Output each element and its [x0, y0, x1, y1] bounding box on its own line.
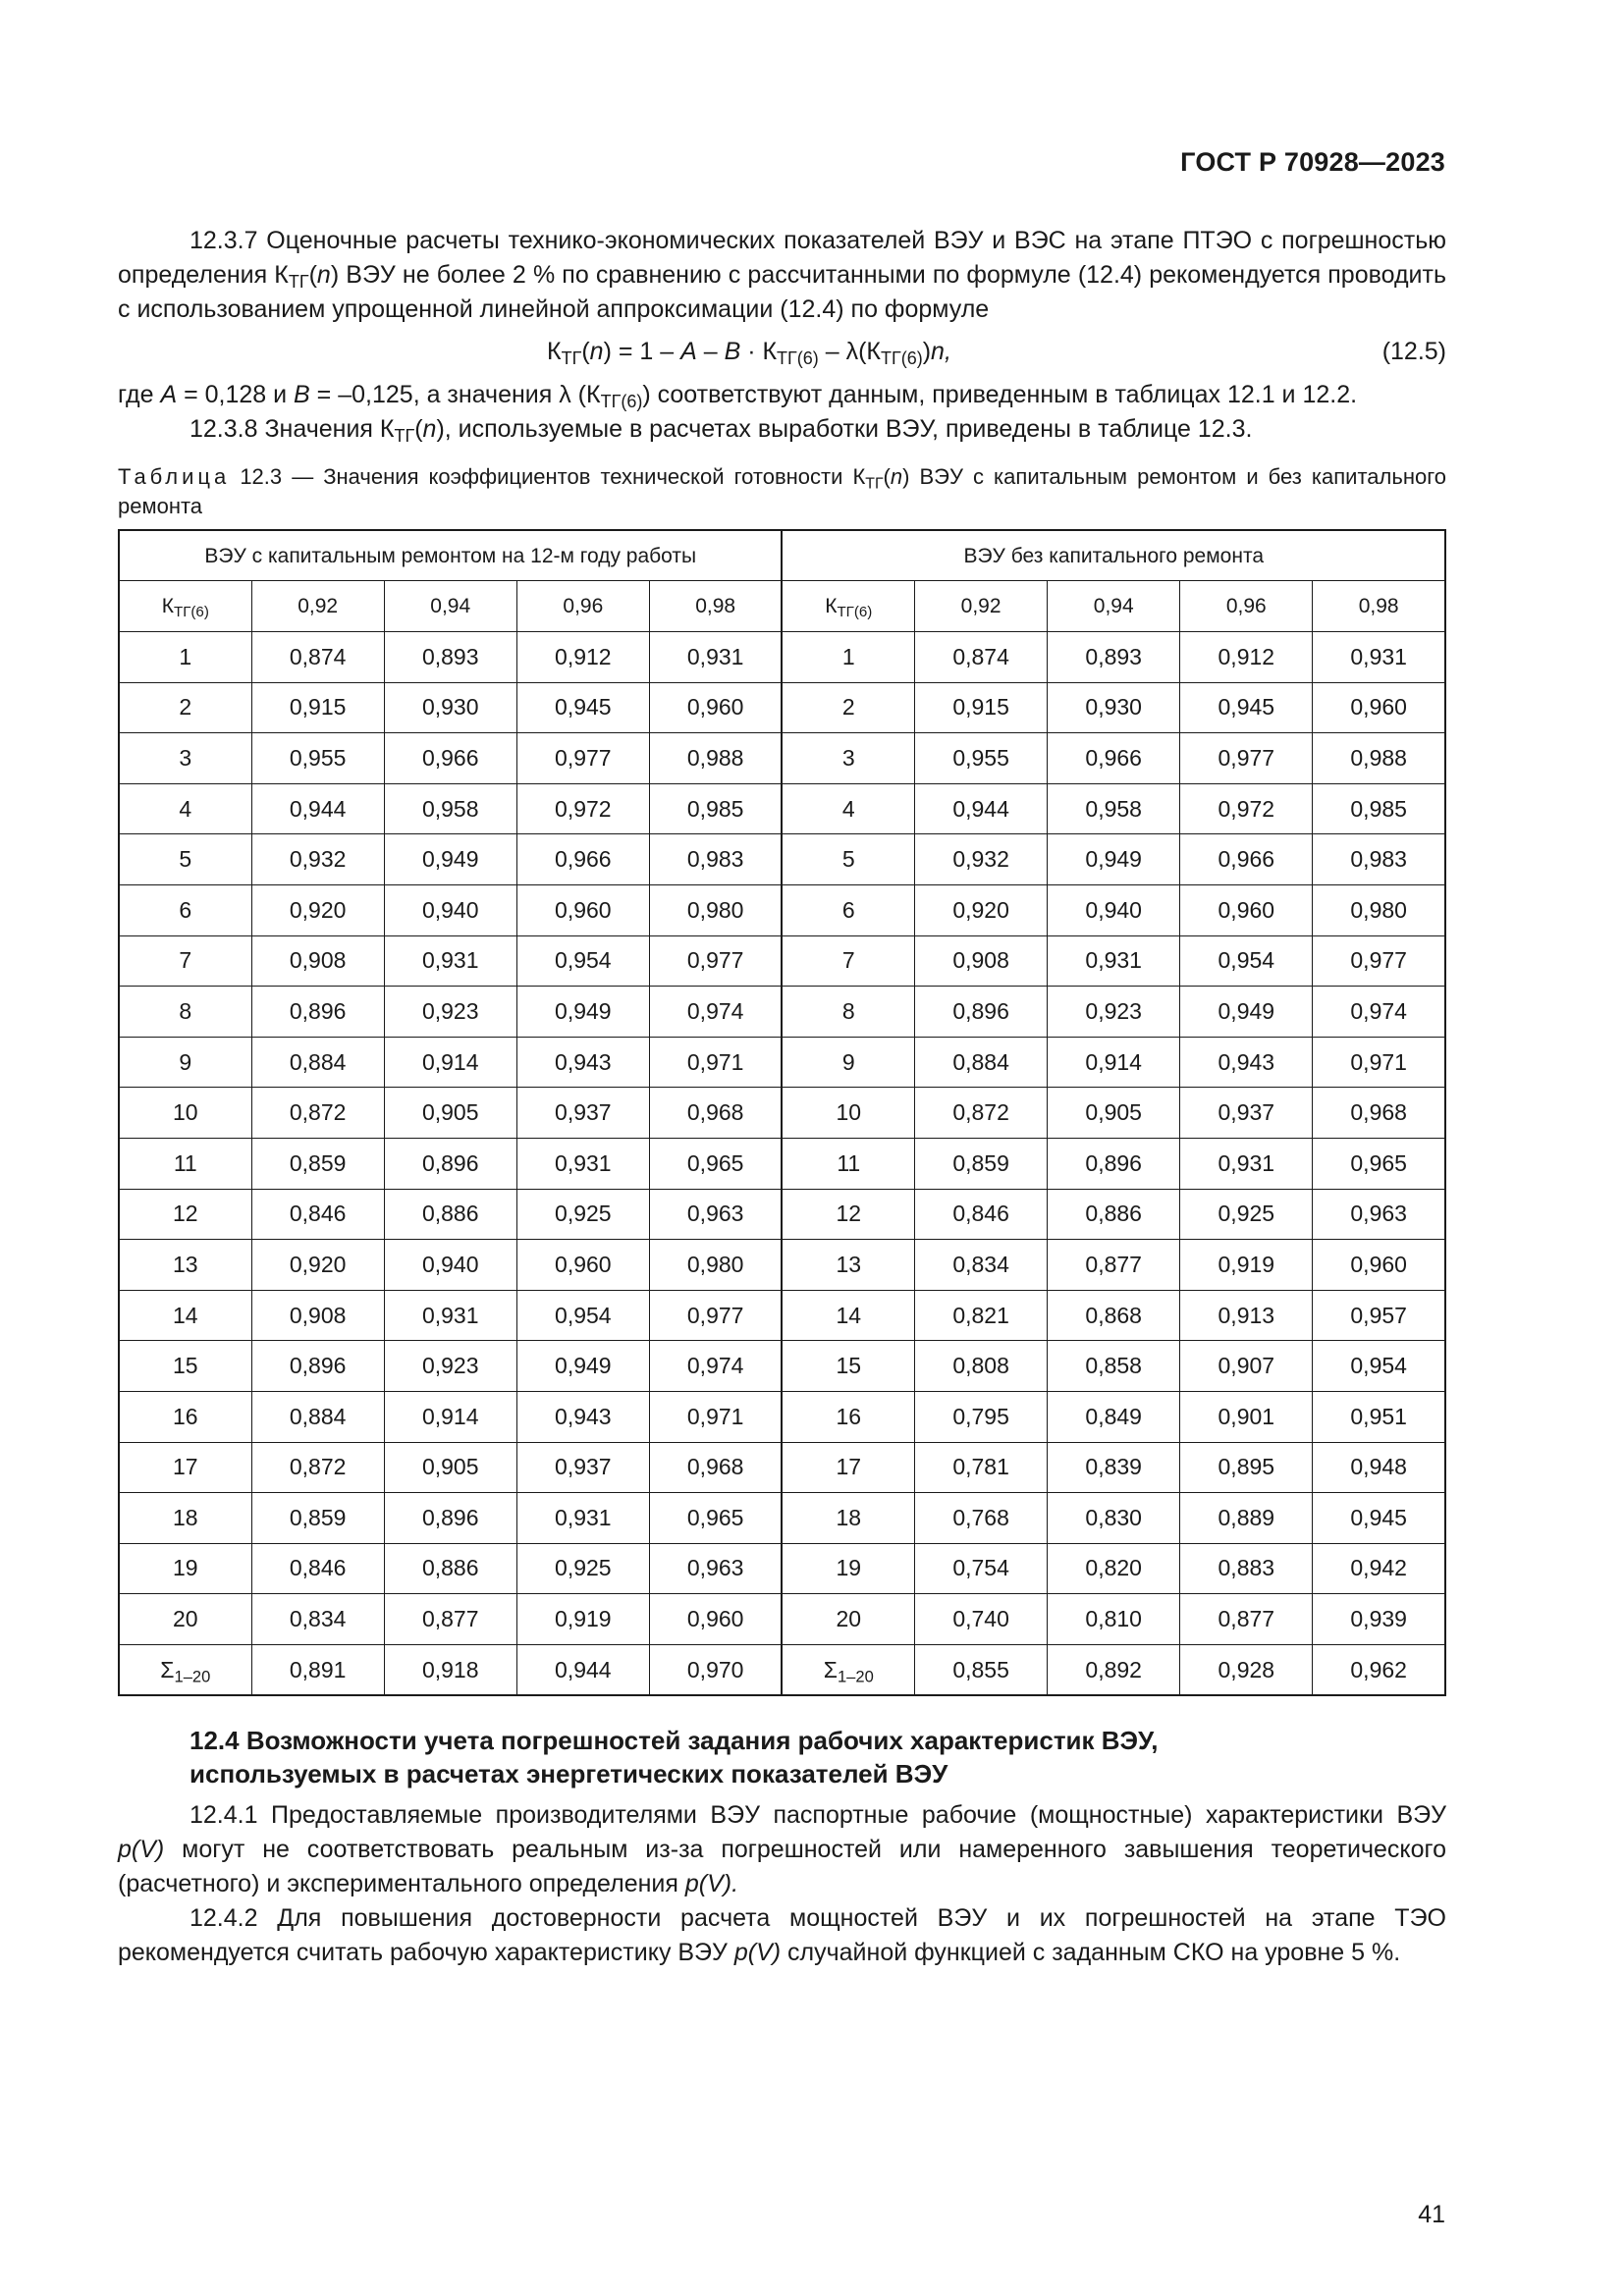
year-cell: 6	[782, 884, 914, 935]
column-header-value: 0,96	[516, 581, 649, 632]
table-cell: 0,985	[649, 783, 782, 834]
page-number: 41	[1418, 2201, 1445, 2228]
table-cell: 0,939	[1313, 1594, 1445, 1645]
table-cell: 0,908	[251, 1290, 384, 1341]
table-cell: 0,920	[915, 884, 1048, 935]
year-cell: 2	[782, 682, 914, 733]
table-cell: 0,971	[649, 1037, 782, 1088]
table-cell: 0,966	[384, 733, 516, 784]
table-cell: 0,923	[384, 987, 516, 1038]
table-group-header	[119, 530, 1445, 581]
table-cell: 0,951	[1313, 1391, 1445, 1442]
table-cell: 0,960	[1313, 1240, 1445, 1291]
table-row	[119, 682, 1445, 733]
column-header-k: $К_{ТГ(6)}$	[782, 581, 914, 632]
column-header-value: 0,96	[1180, 581, 1313, 632]
table-cell: 0,932	[915, 834, 1048, 885]
year-cell: 13	[119, 1240, 251, 1291]
table-cell: 0,968	[649, 1442, 782, 1493]
column-header-value: 0,94	[384, 581, 516, 632]
table-cell: 0,781	[915, 1442, 1048, 1493]
table-cell: 0,949	[1048, 834, 1180, 885]
table-cell: 0,896	[384, 1493, 516, 1544]
formula-expression: $К_{ТГ}(n) = 1 - A - B \cdot К_{ТГ(6)} - \lambda(К_{ТГ(6)})n$,	[547, 338, 951, 369]
table-cell: 0,954	[516, 935, 649, 987]
table-row	[119, 1037, 1445, 1088]
year-cell: 12	[782, 1189, 914, 1240]
table-cell: 0,974	[649, 1341, 782, 1392]
table-cell: 0,859	[915, 1138, 1048, 1189]
table-row	[119, 834, 1445, 885]
table-cell: 0,930	[1048, 682, 1180, 733]
year-cell: 15	[119, 1341, 251, 1392]
table-row	[119, 733, 1445, 784]
table-row	[119, 1594, 1445, 1645]
table-cell: 0,913	[1180, 1290, 1313, 1341]
table-cell: 0,874	[915, 632, 1048, 683]
table-cell: 0,972	[516, 783, 649, 834]
year-cell: 1	[782, 632, 914, 683]
table-cell: 0,957	[1313, 1290, 1445, 1341]
table-cell: 0,810	[1048, 1594, 1180, 1645]
table-cell: 0,943	[516, 1391, 649, 1442]
table-cell: 0,988	[1313, 733, 1445, 784]
table-cell: 0,988	[649, 733, 782, 784]
table-cell: 0,919	[1180, 1240, 1313, 1291]
table-row	[119, 1290, 1445, 1341]
table-cell: 0,945	[516, 682, 649, 733]
paragraph-12-3-8: 12.3.8 Значения $К_{ТГ}(n)$, используемые в расчетах выработки ВЭУ, приведены в таблице 12.3.	[189, 415, 1253, 447]
table-cell: 0,912	[516, 632, 649, 683]
year-cell: 3	[119, 733, 251, 784]
table-cell: 0,931	[1048, 935, 1180, 987]
year-cell: 5	[782, 834, 914, 885]
table-row	[119, 1341, 1445, 1392]
table-cell: 0,901	[1180, 1391, 1313, 1442]
table-cell: 0,949	[516, 1341, 649, 1392]
table-cell: 0,954	[516, 1290, 649, 1341]
year-cell: 10	[119, 1088, 251, 1139]
table-cell: 0,977	[1180, 733, 1313, 784]
table-cell: 0,968	[1313, 1088, 1445, 1139]
table-cell: 0,965	[649, 1138, 782, 1189]
year-cell: 4	[119, 783, 251, 834]
table-cell: 0,977	[649, 935, 782, 987]
year-cell: 9	[119, 1037, 251, 1088]
table-column-header	[119, 581, 1445, 632]
year-cell: 4	[782, 783, 914, 834]
year-cell: 1	[119, 632, 251, 683]
table-cell: 0,945	[1313, 1493, 1445, 1544]
table-cell: 0,972	[1180, 783, 1313, 834]
table-cell: 0,940	[384, 884, 516, 935]
table-cell: 0,971	[1313, 1037, 1445, 1088]
table-cell: 0,896	[384, 1138, 516, 1189]
table-cell: 0,971	[649, 1391, 782, 1442]
table-row	[119, 1493, 1445, 1544]
table-sum-row	[119, 1644, 1445, 1695]
paragraph-12-3-7: 12.3.7 Оценочные расчеты технико-экономических показателей ВЭУ и ВЭС на этапе ПТЭО с погрешностью определения $К_{ТГ}(n)$ ВЭУ не более 2 % по сравнению с рассчитанными по формуле (12.4) рекомендуется проводить с использованием упрощенной линейной аппроксимации (12.4) по формуле	[118, 227, 1446, 323]
table-cell: 0,955	[251, 733, 384, 784]
table-cell: 0,931	[649, 632, 782, 683]
year-cell: 8	[119, 987, 251, 1038]
table-row	[119, 1189, 1445, 1240]
table-cell: 0,868	[1048, 1290, 1180, 1341]
paragraph-where: где A = 0,128 и B = –0,125, а значения λ $(К_{ТГ(6)})$ соответствуют данным, приведенным в таблицах 12.1 и 12.2.	[118, 381, 1358, 412]
table-cell: 0,937	[516, 1442, 649, 1493]
table-cell: 0,958	[384, 783, 516, 834]
table-cell: 0,937	[1180, 1088, 1313, 1139]
table-cell: 0,872	[915, 1088, 1048, 1139]
year-cell: 9	[782, 1037, 914, 1088]
table-cell: 0,949	[1180, 987, 1313, 1038]
year-cell: 3	[782, 733, 914, 784]
table-cell: 0,965	[649, 1493, 782, 1544]
year-cell: 11	[119, 1138, 251, 1189]
table-row	[119, 935, 1445, 987]
year-cell: 8	[782, 987, 914, 1038]
table-cell: 0,925	[1180, 1189, 1313, 1240]
table-cell: 0,846	[915, 1189, 1048, 1240]
table-cell: 0,920	[251, 1240, 384, 1291]
year-cell: 15	[782, 1341, 914, 1392]
table-cell: 0,944	[251, 783, 384, 834]
table-cell: 0,905	[384, 1088, 516, 1139]
year-cell: 13	[782, 1240, 914, 1291]
table-cell: 0,849	[1048, 1391, 1180, 1442]
table-cell: 0,940	[1048, 884, 1180, 935]
year-cell: 14	[782, 1290, 914, 1341]
table-cell: 0,977	[516, 733, 649, 784]
table-cell: 0,958	[1048, 783, 1180, 834]
table-cell: 0,740	[915, 1594, 1048, 1645]
table-cell: 0,914	[1048, 1037, 1180, 1088]
table-cell: 0,931	[384, 935, 516, 987]
year-cell: 20	[782, 1594, 914, 1645]
table-cell: 0,948	[1313, 1442, 1445, 1493]
table-cell: 0,943	[1180, 1037, 1313, 1088]
table-row	[119, 1240, 1445, 1291]
table-cell: 0,912	[1180, 632, 1313, 683]
table-cell: 0,905	[384, 1442, 516, 1493]
year-cell: 2	[119, 682, 251, 733]
table-cell: 0,884	[915, 1037, 1048, 1088]
table-cell: 0,944	[516, 1644, 649, 1695]
year-cell: 7	[782, 935, 914, 987]
table-cell: 0,877	[1048, 1240, 1180, 1291]
table-cell: 0,925	[516, 1189, 649, 1240]
table-caption: Таблица 12.3 — Значения коэффициентов технической готовности $К_{ТГ}(n)$ ВЭУ с капитальным ремонтом и без капитального ремонта	[118, 464, 1446, 518]
table-cell: 0,874	[251, 632, 384, 683]
table-cell: 0,980	[649, 1240, 782, 1291]
table-cell: 0,859	[251, 1138, 384, 1189]
table-cell: 0,855	[915, 1644, 1048, 1695]
table-cell: 0,954	[1180, 935, 1313, 987]
table-row	[119, 884, 1445, 935]
table-cell: 0,846	[251, 1543, 384, 1594]
table-cell: 0,892	[1048, 1644, 1180, 1695]
table-cell: 0,914	[384, 1037, 516, 1088]
formula-12-5	[118, 333, 1446, 372]
table-cell: 0,754	[915, 1543, 1048, 1594]
table-cell: 0,983	[649, 834, 782, 885]
group-with-repair: ВЭУ с капитальным ремонтом на 12-м году работы	[119, 530, 782, 581]
table-cell: 0,908	[251, 935, 384, 987]
table-row	[119, 1442, 1445, 1493]
table-cell: 0,980	[1313, 884, 1445, 935]
table-cell: 0,937	[516, 1088, 649, 1139]
table-cell: 0,977	[1313, 935, 1445, 987]
table-cell: 0,905	[1048, 1088, 1180, 1139]
table-cell: 0,830	[1048, 1493, 1180, 1544]
table-cell: 0,966	[1048, 733, 1180, 784]
table-cell: 0,960	[516, 1240, 649, 1291]
table-cell: 0,834	[915, 1240, 1048, 1291]
column-header-value: 0,98	[1313, 581, 1445, 632]
year-cell: 17	[119, 1442, 251, 1493]
table-row	[119, 632, 1445, 683]
table-cell: 0,834	[251, 1594, 384, 1645]
table-cell: 0,877	[1180, 1594, 1313, 1645]
year-cell: 20	[119, 1594, 251, 1645]
table-row	[119, 783, 1445, 834]
table-cell: 0,931	[384, 1290, 516, 1341]
column-header-value: 0,92	[251, 581, 384, 632]
table-cell: 0,949	[384, 834, 516, 885]
table-cell: 0,896	[251, 987, 384, 1038]
table-cell: 0,859	[251, 1493, 384, 1544]
table-row	[119, 1391, 1445, 1442]
table-cell: 0,895	[1180, 1442, 1313, 1493]
table-cell: 0,970	[649, 1644, 782, 1695]
table-body	[119, 632, 1445, 1645]
table-cell: 0,896	[251, 1341, 384, 1392]
section-title-12-4: 12.4 Возможности учета погрешностей задания рабочих характеристик ВЭУ, используемых в расчетах энергетических показателей ВЭУ	[189, 1726, 1159, 1789]
table-cell: 0,883	[1180, 1543, 1313, 1594]
year-cell: 11	[782, 1138, 914, 1189]
table-cell: 0,872	[251, 1088, 384, 1139]
table-cell: 0,839	[1048, 1442, 1180, 1493]
page-content	[118, 224, 1446, 1970]
document-code: ГОСТ Р 70928—2023	[1180, 147, 1445, 177]
table-cell: 0,944	[915, 783, 1048, 834]
sum-label: $\Sigma_{1-20}$	[782, 1644, 914, 1695]
year-cell: 7	[119, 935, 251, 987]
table-cell: 0,925	[516, 1543, 649, 1594]
table-cell: 0,945	[1180, 682, 1313, 733]
table-cell: 0,886	[384, 1189, 516, 1240]
year-cell: 10	[782, 1088, 914, 1139]
year-cell: 12	[119, 1189, 251, 1240]
table-cell: 0,893	[384, 632, 516, 683]
table-row	[119, 987, 1445, 1038]
table-cell: 0,918	[384, 1644, 516, 1695]
table-cell: 0,858	[1048, 1341, 1180, 1392]
formula-number: (12.5)	[1381, 338, 1446, 365]
table-cell: 0,889	[1180, 1493, 1313, 1544]
year-cell: 5	[119, 834, 251, 885]
table-cell: 0,884	[251, 1037, 384, 1088]
paragraph-12-4-2: 12.4.2 Для повышения достоверности расчета мощностей ВЭУ и их погрешностей на этапе ТЭО рекомендуется считать рабочую характеристику ВЭУ p(V) случайной функцией с заданным СКО на уровне 5 %.	[118, 1904, 1446, 1967]
table-cell: 0,960	[1313, 682, 1445, 733]
year-cell: 14	[119, 1290, 251, 1341]
table-cell: 0,966	[1180, 834, 1313, 885]
table-cell: 0,930	[384, 682, 516, 733]
table-cell: 0,931	[516, 1493, 649, 1544]
table-cell: 0,954	[1313, 1341, 1445, 1392]
table-cell: 0,932	[251, 834, 384, 885]
table-cell: 0,962	[1313, 1644, 1445, 1695]
table-cell: 0,931	[516, 1138, 649, 1189]
year-cell: 18	[119, 1493, 251, 1544]
year-cell: 18	[782, 1493, 914, 1544]
table-cell: 0,960	[1180, 884, 1313, 935]
table-cell: 0,915	[915, 682, 1048, 733]
table-cell: 0,915	[251, 682, 384, 733]
table-cell: 0,886	[384, 1543, 516, 1594]
table-cell: 0,820	[1048, 1543, 1180, 1594]
table-cell: 0,907	[1180, 1341, 1313, 1392]
table-cell: 0,920	[251, 884, 384, 935]
table-cell: 0,963	[649, 1543, 782, 1594]
table-cell: 0,931	[1180, 1138, 1313, 1189]
table-cell: 0,974	[649, 987, 782, 1038]
table-cell: 0,965	[1313, 1138, 1445, 1189]
column-header-value: 0,98	[649, 581, 782, 632]
table-cell: 0,963	[1313, 1189, 1445, 1240]
table-cell: 0,872	[251, 1442, 384, 1493]
availability-table	[118, 529, 1446, 1696]
table-cell: 0,960	[649, 682, 782, 733]
table-cell: 0,966	[516, 834, 649, 885]
table-row	[119, 1138, 1445, 1189]
table-cell: 0,795	[915, 1391, 1048, 1442]
table-cell: 0,960	[516, 884, 649, 935]
table-cell: 0,914	[384, 1391, 516, 1442]
table-row	[119, 1543, 1445, 1594]
year-cell: 17	[782, 1442, 914, 1493]
column-header-k: $К_{ТГ(6)}$	[119, 581, 251, 632]
table-cell: 0,896	[915, 987, 1048, 1038]
table-cell: 0,949	[516, 987, 649, 1038]
table-cell: 0,884	[251, 1391, 384, 1442]
year-cell: 16	[782, 1391, 914, 1442]
table-cell: 0,955	[915, 733, 1048, 784]
column-header-value: 0,94	[1048, 581, 1180, 632]
year-cell: 19	[119, 1543, 251, 1594]
year-cell: 19	[782, 1543, 914, 1594]
table-cell: 0,886	[1048, 1189, 1180, 1240]
table-cell: 0,821	[915, 1290, 1048, 1341]
year-cell: 6	[119, 884, 251, 935]
table-cell: 0,896	[1048, 1138, 1180, 1189]
table-cell: 0,893	[1048, 632, 1180, 683]
table-cell: 0,963	[649, 1189, 782, 1240]
table-cell: 0,877	[384, 1594, 516, 1645]
table-cell: 0,974	[1313, 987, 1445, 1038]
table-cell: 0,923	[1048, 987, 1180, 1038]
column-header-value: 0,92	[915, 581, 1048, 632]
table-cell: 0,983	[1313, 834, 1445, 885]
table-cell: 0,808	[915, 1341, 1048, 1392]
group-without-repair: ВЭУ без капитального ремонта	[782, 530, 1445, 581]
sum-label: $\Sigma_{1-20}$	[119, 1644, 251, 1695]
table-cell: 0,931	[1313, 632, 1445, 683]
table-cell: 0,908	[915, 935, 1048, 987]
table-cell: 0,977	[649, 1290, 782, 1341]
table-cell: 0,980	[649, 884, 782, 935]
table-cell: 0,768	[915, 1493, 1048, 1544]
table-cell: 0,928	[1180, 1644, 1313, 1695]
table-cell: 0,943	[516, 1037, 649, 1088]
table-cell: 0,985	[1313, 783, 1445, 834]
year-cell: 16	[119, 1391, 251, 1442]
table-cell: 0,968	[649, 1088, 782, 1139]
table-cell: 0,940	[384, 1240, 516, 1291]
table-cell: 0,846	[251, 1189, 384, 1240]
table-cell: 0,942	[1313, 1543, 1445, 1594]
table-cell: 0,919	[516, 1594, 649, 1645]
paragraph-12-4-1: 12.4.1 Предоставляемые производителями ВЭУ паспортные рабочие (мощностные) характеристики ВЭУ p(V) могут не соответствовать реальным из-за погрешностей или намеренного завышения теоретического (расчетного) и экспериментального определения p(V).	[118, 1801, 1446, 1898]
table-row	[119, 1088, 1445, 1139]
table-cell: 0,891	[251, 1644, 384, 1695]
table-cell: 0,923	[384, 1341, 516, 1392]
table-cell: 0,960	[649, 1594, 782, 1645]
